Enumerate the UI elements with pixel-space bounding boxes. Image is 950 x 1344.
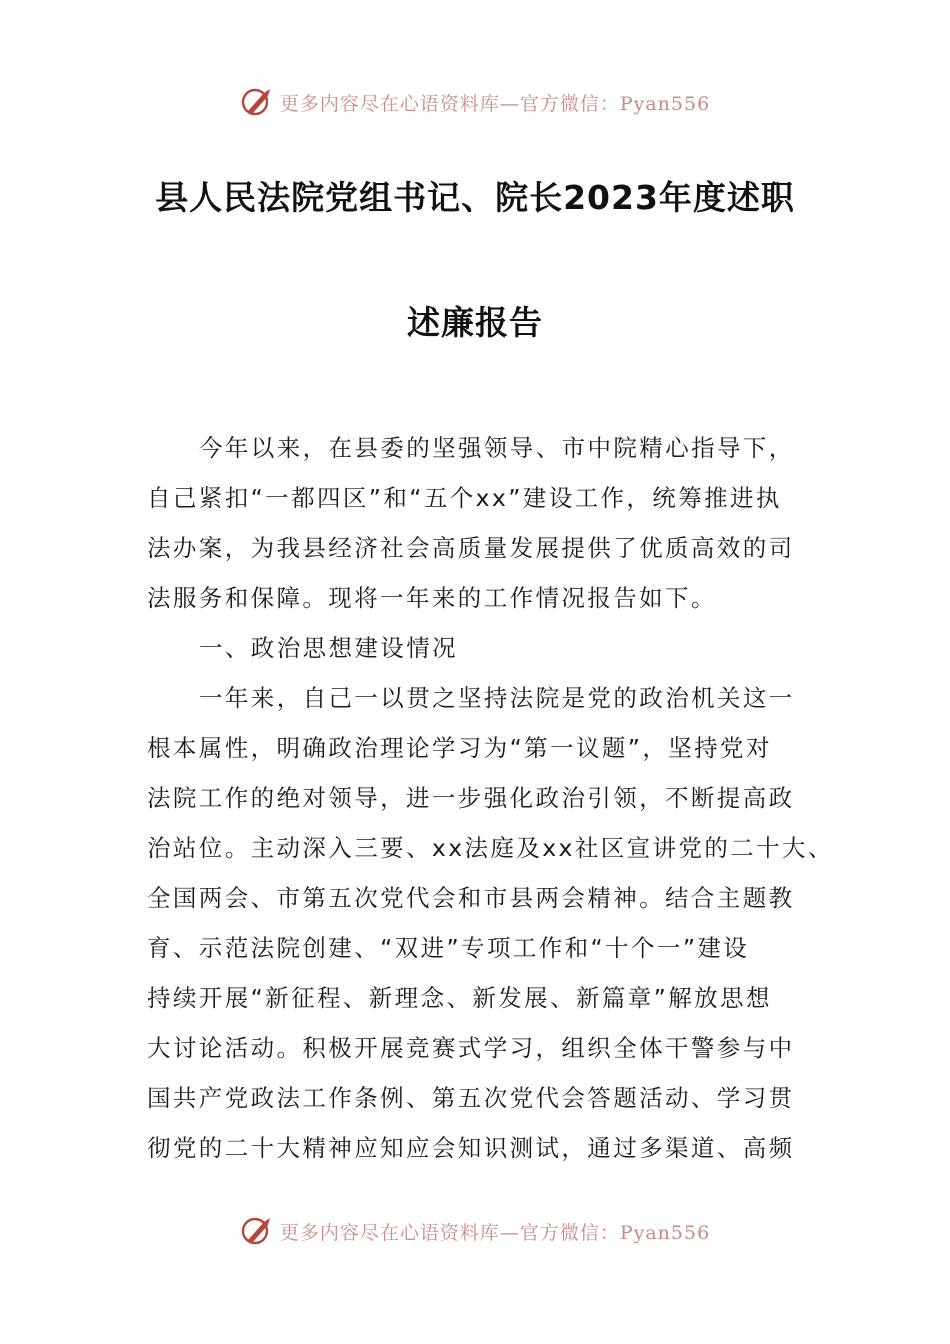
paragraph-line: 一年来，自己一以贯之坚持法院是党的政治机关这一 xyxy=(199,684,795,712)
document-body xyxy=(147,431,834,1181)
paragraph-line: 国共产党政法工作条例、第五次党代会答题活动、学习贯 xyxy=(147,1084,795,1112)
paragraph-line: 法办案，为我县经济社会高质量发展提供了优质高效的司 xyxy=(147,534,795,562)
paragraph-line: 根本属性，明确政治理论学习为“第一议题”，坚持党对 xyxy=(147,734,772,762)
paragraph-line: 大讨论活动。积极开展竞赛式学习，组织全体干警参与中 xyxy=(147,1034,795,1062)
paragraph-line: 全国两会、市第五次党代会和市县两会精神。结合主题教 xyxy=(147,884,795,912)
paragraph-line: 一、政治思想建设情况 xyxy=(199,634,458,662)
watermark-text: 更多内容尽在心语资料库—官方微信：Pyan556 xyxy=(279,92,711,115)
paragraph-line: 彻党的二十大精神应知应会知识测试，通过多渠道、高频 xyxy=(147,1134,795,1162)
paragraph-line: 法院工作的绝对领导，进一步强化政治引领，不断提高政 xyxy=(147,784,795,812)
watermark-text: 更多内容尽在心语资料库—官方微信：Pyan556 xyxy=(279,1221,711,1244)
paragraph-line: 治站位。主动深入三要、xx法庭及xx社区宣讲党的二十大、 xyxy=(147,834,834,862)
header-watermark xyxy=(0,82,950,122)
pen-nib-circle-logo-icon xyxy=(240,85,274,119)
paragraph-line: 育、示范法院创建、“双进”专项工作和“十个一”建设 xyxy=(147,934,750,962)
document-title-line-1: 县人民法院党组书记、院长2023年度述职 xyxy=(155,178,795,217)
pen-nib-circle-logo-icon xyxy=(240,1214,274,1248)
paragraph-line: 今年以来，在县委的坚强领导、市中院精心指导下， xyxy=(199,434,795,462)
paragraph-line: 自己紧扣“一都四区”和“五个xx”建设工作，统筹推进执 xyxy=(147,484,782,512)
footer-watermark xyxy=(0,1211,950,1251)
document-title-line-2: 述廉报告 xyxy=(407,303,543,342)
paragraph-line: 持续开展“新征程、新理念、新发展、新篇章”解放思想 xyxy=(147,984,772,1012)
paragraph-line: 法服务和保障。现将一年来的工作情况报告如下。 xyxy=(147,584,717,612)
